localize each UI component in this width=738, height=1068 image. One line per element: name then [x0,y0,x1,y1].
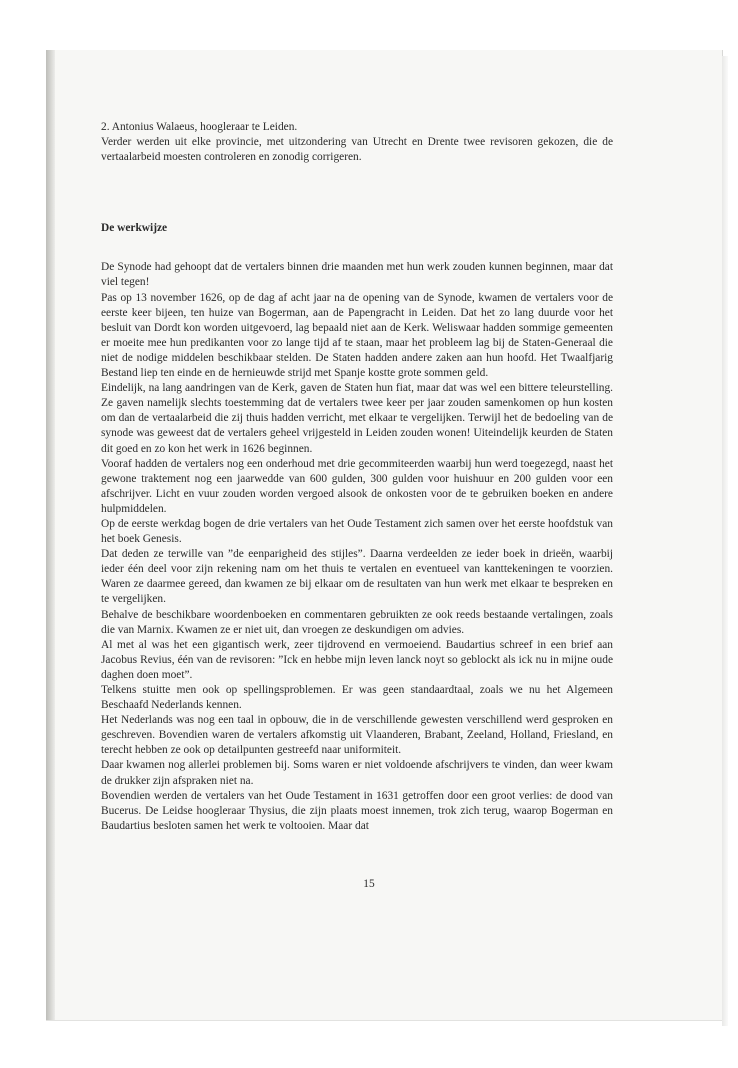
paragraph: Behalve de beschikbare woordenboeken en commentaren gebruikten ze ook reeds bestaande vertalingen, zoals die van Marnix. Kwamen ze er niet uit, dan vroegen ze deskundigen om advies. [101,608,613,636]
paragraph: Vooraf hadden de vertalers nog een onderhoud met drie gecommiteerden waarbij hun werd toegezegd, naast het gewone traktement nog een jaarwedde van 600 gulden, 300 gulden voor huishuur en 200 gulden voor een afschrijver. Licht en vuur zouden worden vergoed alsook de onkosten voor de te gebruiken boeken en andere hulpmiddelen. [101,457,613,515]
paragraph: Op de eerste werkdag bogen de drie vertalers van het Oude Testament zich samen over het eerste hoofdstuk van het boek Genesis. [101,517,613,546]
paragraph: Pas op 13 november 1626, op de dag af acht jaar na de opening van de Synode, kwamen de vertalers voor de eerste keer bijeen, ten huize van Bogerman, aan de Papengracht in Leiden. Dat het zo lang duurde voor het besluit van Dordt kon worden uitgevoerd, lag bepaald niet aan de Kerk. Weliswaar hadden sommige gemeenten er moeite mee hun predikanten voor zo lange tijd af te staan, maar het probleem lag bij de Staten-Generaal die niet de nodige middelen beschikbaar stelden. De Staten hadden andere zaken aan hun hoofd. Het Twaalfjarig Bestand liep ten einde en de hernieuwde strijd met Spanje kostte grote sommen geld. [101,291,613,380]
paragraph: Telkens stuitte men ook op spellingsproblemen. Er was geen standaardtaal, zoals we nu het Algemeen Beschaafd Nederlands kennen. [101,684,613,712]
binding-spine [46,50,55,1020]
section-gap [101,165,613,191]
paragraph: Al met al was het een gigantisch werk, zeer tijdrovend en vermoeiend. Baudartius schreef in een brief aan Jacobus Revius, één van de revisoren: ”Ick en hebbe mijn leven lanck noyt so geblockt als ick nu in mijne oude daghen doen moet”. [101,638,613,681]
intro-line: 2. Antonius Walaeus, hoogleraar te Leiden. [101,121,298,133]
paragraph: Daar kwamen nog allerlei problemen bij. Soms waren er niet voldoende afschrijvers te vinden, dan weer kwam de drukker zijn afspraken niet na. [101,759,613,787]
paragraph: Eindelijk, na lang aandringen van de Kerk, gaven de Staten hun fiat, maar dat was wel een bittere teleurstelling. Ze gaven namelijk slechts toestemming dat de vertalers twee keer per jaar zouden samenkomen op hun kosten om dan de vertaalarbeid die zij thuis hadden verricht, met elkaar te vergelijken. Terwijl het de bedoeling van de synode was geweest dat de vertalers geheel vrijgesteld in Leiden zouden wonen! Uiteindelijk keurden de Staten dit goed en zo kon het werk in 1626 beginnen. [101,382,613,455]
paragraph: Het Nederlands was nog een taal in opbouw, die in de verschillende gewesten verschillend werd gesproken en geschreven. Bovendien waren de vertalers afkomstig uit Vlaanderen, Brabant, Zeeland, Holland, Friesland, en terecht hebben ze ook op detailpunten gestreefd naar uniformiteit. [101,714,613,757]
section-heading: De werkwijze [101,222,168,235]
page-body [101,120,613,834]
page-number: 15 [363,878,375,890]
paragraph: Bovendien werden de vertalers van het Oude Testament in 1631 getroffen door een groot verlies: de dood van Bucerus. De Leidse hoogleraar Thysius, die zijn plaats moest innemen, trok zich terug, waarop Bogerman en Baudartius besloten samen het werk te voltooien. Maar dat [101,789,613,832]
paragraph: De Synode had gehoopt dat de vertalers binnen drie maanden met hun werk zouden kunnen beginnen, maar dat viel tegen! [101,261,613,289]
paragraph: Dat deden ze terwille van ”de eenparigheid des stijles”. Daarna verdeelden ze ieder boek in drieën, waarbij ieder één deel voor zijn rekening nam om het thuis te vertalen en eventueel van kanttekeningen te voorzien. Waren ze daarmee gereed, dan kwamen ze bij elkaar om de resultaten van hun werk met elkaar te bespreken en te vergelijken. [101,548,613,606]
intro-line: Verder werden uit elke provincie, met uitzondering van Utrecht en Drente twee revisoren gekozen, die de vertaalarbeid moesten controleren en zonodig corrigeren. [101,136,613,164]
